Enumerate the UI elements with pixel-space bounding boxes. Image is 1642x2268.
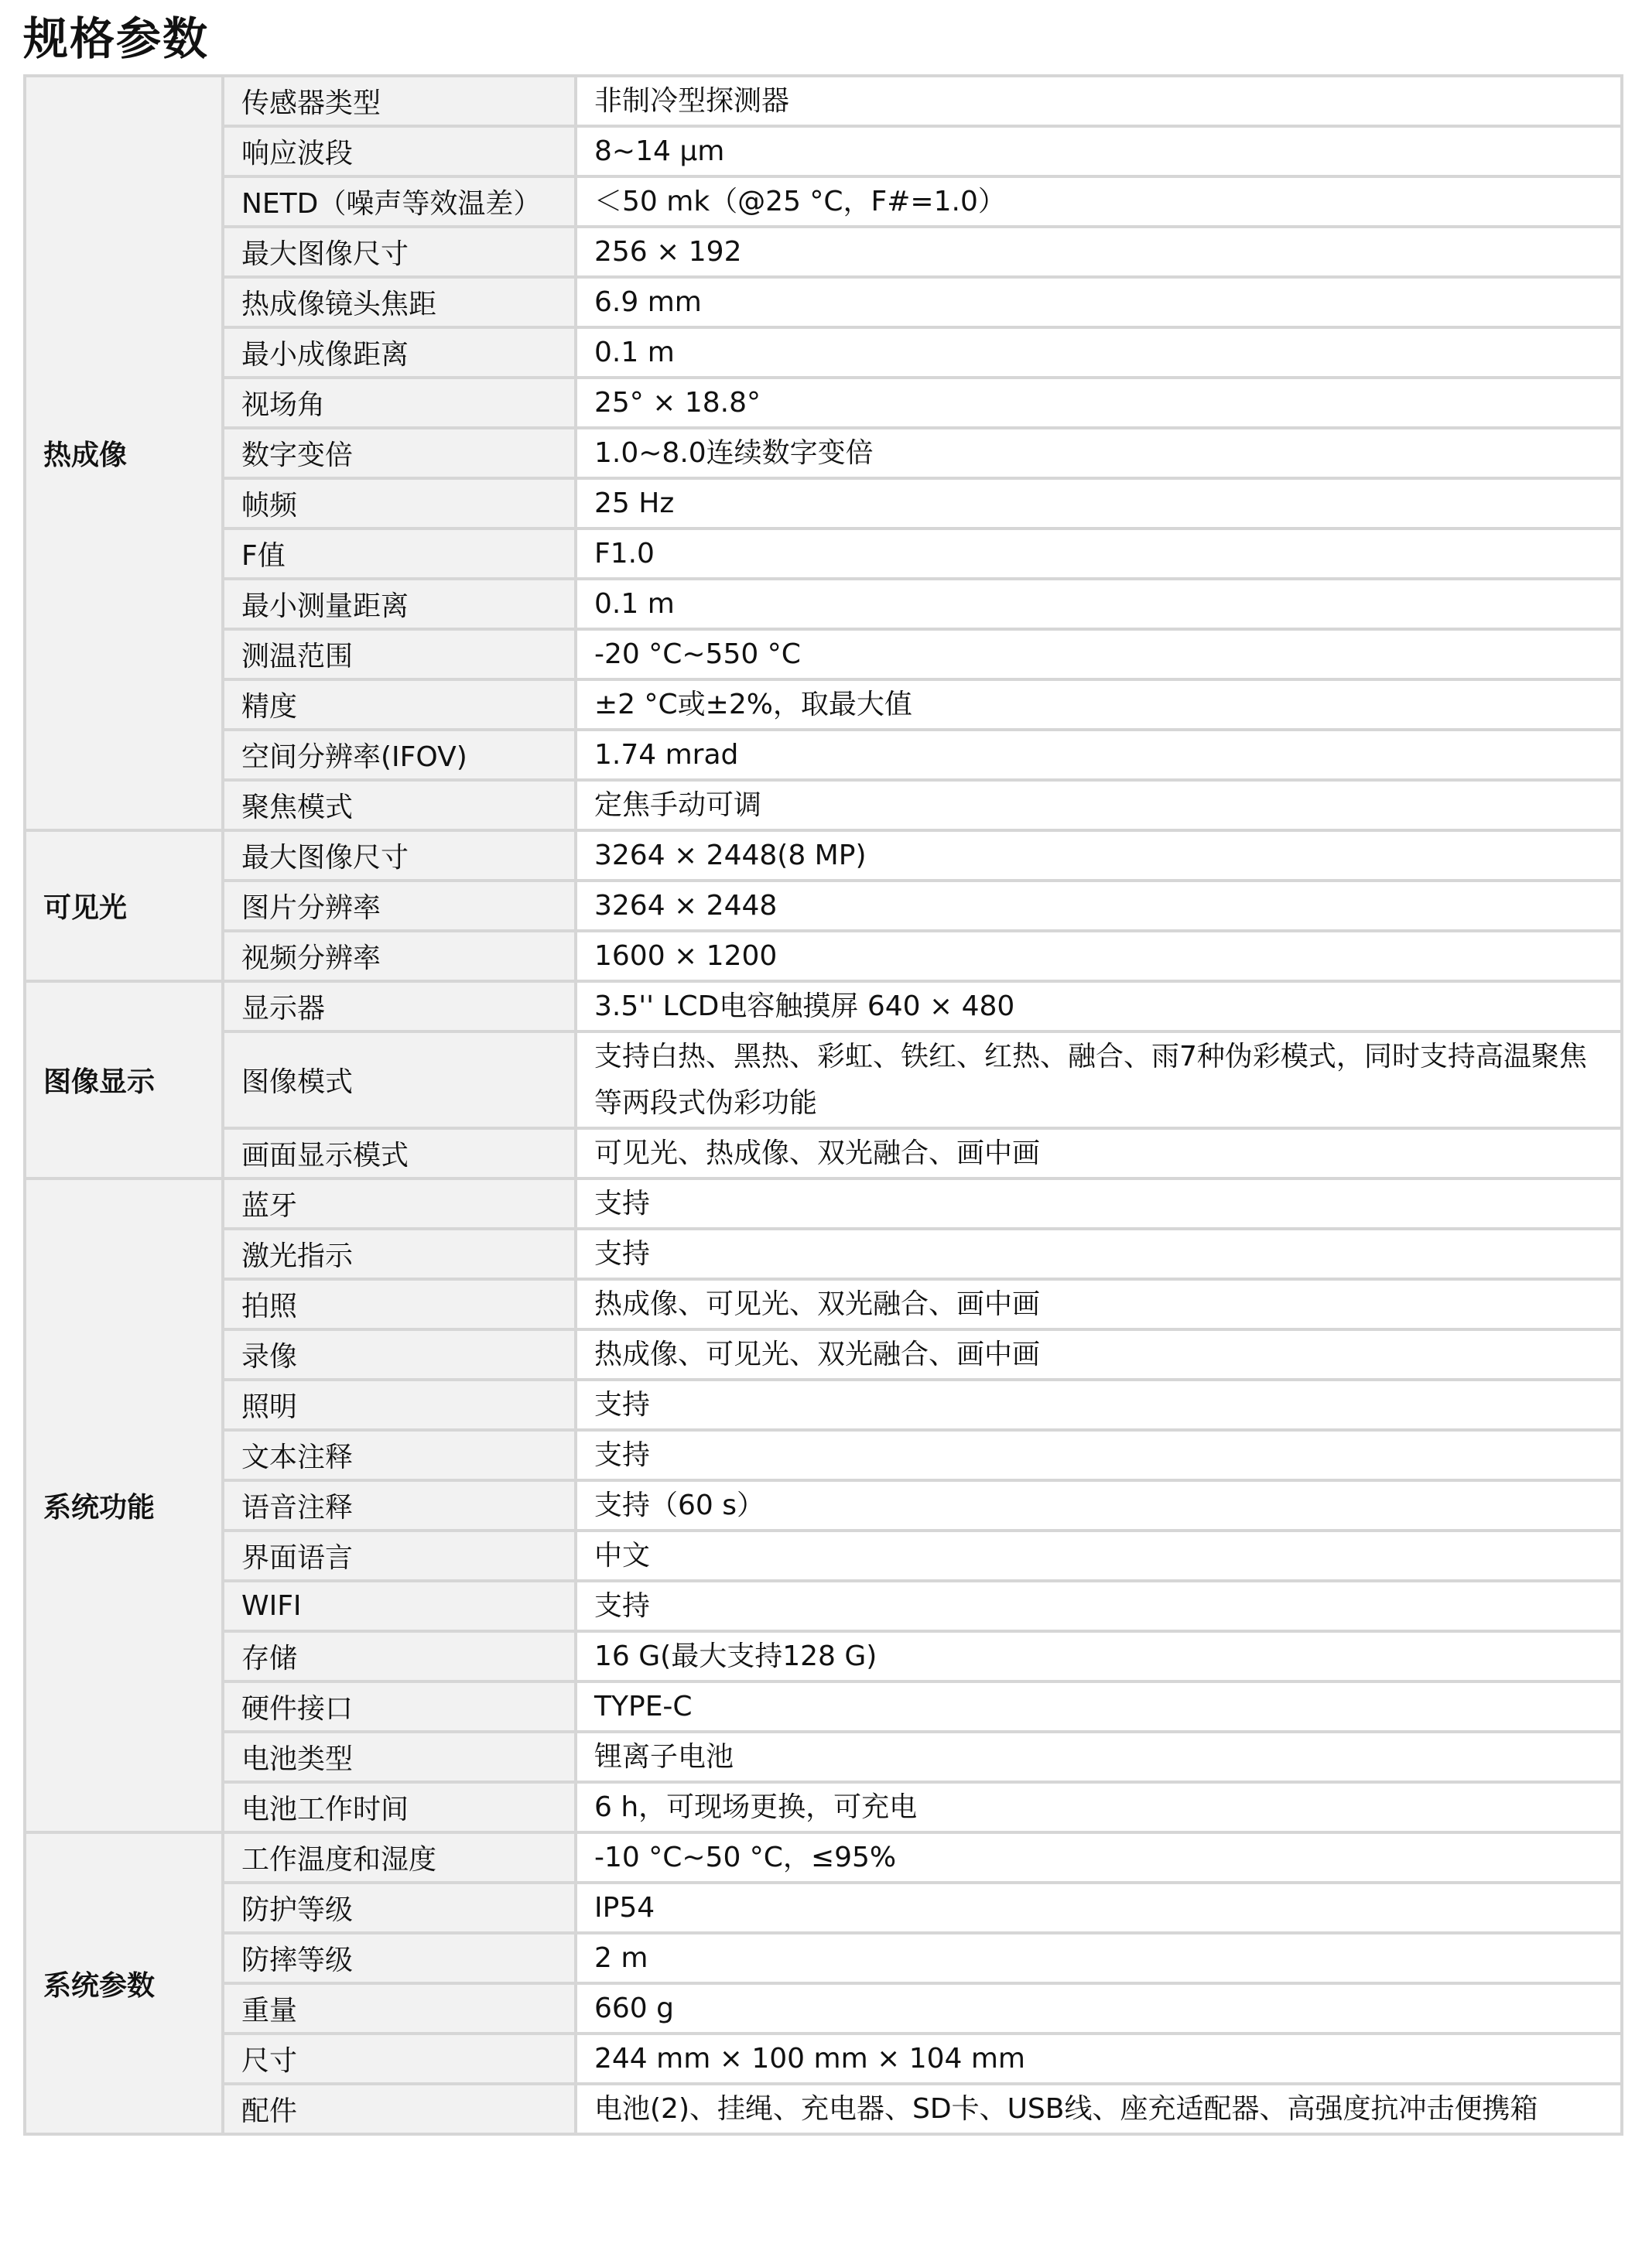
spec-row: [25, 378, 1622, 428]
spec-row: [25, 1178, 1622, 1229]
spec-key-cell: 图片分辨率: [223, 881, 576, 931]
spec-key-cell: 热成像镜头焦距: [223, 277, 576, 327]
spec-row: [25, 1933, 1622, 1983]
spec-row: [25, 1329, 1622, 1380]
spec-key-cell: 激光指示: [223, 1229, 576, 1279]
spec-row: [25, 1832, 1622, 1883]
spec-key-cell: 防摔等级: [223, 1933, 576, 1983]
spec-value-cell: 热成像、可见光、双光融合、画中画: [576, 1279, 1622, 1329]
spec-value-cell: -10 °C~50 °C，≤95%: [576, 1832, 1622, 1883]
spec-key-cell: 拍照: [223, 1279, 576, 1329]
spec-value-cell: 热成像、可见光、双光融合、画中画: [576, 1329, 1622, 1380]
spec-key-cell: 尺寸: [223, 2034, 576, 2084]
spec-value-cell: 非制冷型探测器: [576, 76, 1622, 126]
category-cell: 可见光: [25, 830, 223, 981]
spec-key-cell: 画面显示模式: [223, 1128, 576, 1178]
spec-key-cell: 重量: [223, 1983, 576, 2034]
spec-value-cell: TYPE-C: [576, 1681, 1622, 1732]
spec-key-cell: 精度: [223, 679, 576, 730]
spec-key-cell: 防护等级: [223, 1883, 576, 1933]
spec-key-cell: 数字变倍: [223, 428, 576, 478]
spec-key-cell: 硬件接口: [223, 1681, 576, 1732]
spec-key-cell: 蓝牙: [223, 1178, 576, 1229]
spec-value-cell: 支持: [576, 1581, 1622, 1631]
spec-row: [25, 830, 1622, 881]
spec-row: [25, 679, 1622, 730]
spec-key-cell: NETD（噪声等效温差）: [223, 176, 576, 227]
spec-row: [25, 579, 1622, 629]
spec-value-cell: 1600 × 1200: [576, 931, 1622, 981]
spec-key-cell: 显示器: [223, 981, 576, 1031]
spec-row: [25, 1732, 1622, 1782]
spec-row: [25, 1480, 1622, 1531]
spec-value-cell: 电池(2)、挂绳、充电器、SD卡、USB线、座充适配器、高强度抗冲击便携箱: [576, 2084, 1622, 2134]
spec-row: [25, 277, 1622, 327]
category-cell: 系统功能: [25, 1178, 223, 1832]
spec-table: [23, 74, 1623, 2136]
spec-value-cell: 支持（60 s）: [576, 1480, 1622, 1531]
spec-key-cell: 聚焦模式: [223, 780, 576, 830]
spec-key-cell: 录像: [223, 1329, 576, 1380]
spec-value-cell: 3264 × 2448: [576, 881, 1622, 931]
spec-row: [25, 1031, 1622, 1128]
spec-value-cell: 244 mm × 100 mm × 104 mm: [576, 2034, 1622, 2084]
spec-key-cell: F值: [223, 529, 576, 579]
spec-row: [25, 1631, 1622, 1681]
spec-key-cell: 工作温度和湿度: [223, 1832, 576, 1883]
spec-value-cell: 支持: [576, 1430, 1622, 1480]
spec-row: [25, 1229, 1622, 1279]
spec-key-cell: 帧频: [223, 478, 576, 529]
spec-value-cell: 25 Hz: [576, 478, 1622, 529]
spec-row: [25, 227, 1622, 277]
spec-row: [25, 1430, 1622, 1480]
spec-value-cell: -20 °C~550 °C: [576, 629, 1622, 679]
spec-value-cell: 0.1 m: [576, 327, 1622, 378]
spec-key-cell: 文本注释: [223, 1430, 576, 1480]
spec-key-cell: 最大图像尺寸: [223, 830, 576, 881]
spec-row: [25, 981, 1622, 1031]
spec-value-cell: 可见光、热成像、双光融合、画中画: [576, 1128, 1622, 1178]
spec-value-cell: 1.74 mrad: [576, 730, 1622, 780]
category-cell: 热成像: [25, 76, 223, 830]
spec-row: [25, 730, 1622, 780]
spec-row: [25, 1128, 1622, 1178]
spec-key-cell: 最小测量距离: [223, 579, 576, 629]
spec-key-cell: 电池工作时间: [223, 1782, 576, 1832]
spec-row: [25, 126, 1622, 176]
spec-value-cell: 支持: [576, 1380, 1622, 1430]
spec-key-cell: 界面语言: [223, 1531, 576, 1581]
spec-value-cell: 256 × 192: [576, 227, 1622, 277]
spec-value-cell: ＜50 mk（@25 °C，F#=1.0）: [576, 176, 1622, 227]
spec-key-cell: 语音注释: [223, 1480, 576, 1531]
spec-row: [25, 2034, 1622, 2084]
spec-row: [25, 1983, 1622, 2034]
spec-row: [25, 1581, 1622, 1631]
spec-row: [25, 1380, 1622, 1430]
spec-value-cell: 3264 × 2448(8 MP): [576, 830, 1622, 881]
spec-value-cell: 6 h，可现场更换，可充电: [576, 1782, 1622, 1832]
spec-key-cell: 视频分辨率: [223, 931, 576, 981]
spec-key-cell: 照明: [223, 1380, 576, 1430]
spec-row: [25, 2084, 1622, 2134]
spec-value-cell: 定焦手动可调: [576, 780, 1622, 830]
category-cell: 系统参数: [25, 1832, 223, 2134]
spec-value-cell: F1.0: [576, 529, 1622, 579]
spec-row: [25, 780, 1622, 830]
spec-value-cell: 2 m: [576, 1933, 1622, 1983]
spec-value-cell: 0.1 m: [576, 579, 1622, 629]
spec-value-cell: 中文: [576, 1531, 1622, 1581]
spec-value-cell: 支持: [576, 1178, 1622, 1229]
spec-value-cell: 支持: [576, 1229, 1622, 1279]
spec-key-cell: 最小成像距离: [223, 327, 576, 378]
spec-value-cell: 660 g: [576, 1983, 1622, 2034]
spec-row: [25, 1883, 1622, 1933]
page-title: 规格参数: [23, 12, 210, 65]
spec-key-cell: 图像模式: [223, 1031, 576, 1128]
spec-value-cell: 支持白热、黑热、彩虹、铁红、红热、融合、雨7种伪彩模式，同时支持高温聚焦等两段式伪彩功能: [576, 1031, 1622, 1128]
spec-key-cell: 传感器类型: [223, 76, 576, 126]
spec-row: [25, 1782, 1622, 1832]
spec-row: [25, 1531, 1622, 1581]
spec-value-cell: 6.9 mm: [576, 277, 1622, 327]
spec-row: [25, 629, 1622, 679]
spec-row: [25, 76, 1622, 126]
spec-key-cell: 最大图像尺寸: [223, 227, 576, 277]
spec-key-cell: 响应波段: [223, 126, 576, 176]
spec-row: [25, 327, 1622, 378]
spec-row: [25, 176, 1622, 227]
spec-key-cell: 存储: [223, 1631, 576, 1681]
spec-key-cell: 空间分辨率(IFOV): [223, 730, 576, 780]
spec-key-cell: 测温范围: [223, 629, 576, 679]
spec-value-cell: 25° × 18.8°: [576, 378, 1622, 428]
spec-row: [25, 529, 1622, 579]
spec-key-cell: 配件: [223, 2084, 576, 2134]
spec-row: [25, 428, 1622, 478]
category-cell: 图像显示: [25, 981, 223, 1178]
spec-row: [25, 931, 1622, 981]
spec-row: [25, 1681, 1622, 1732]
spec-value-cell: 1.0~8.0连续数字变倍: [576, 428, 1622, 478]
spec-value-cell: ±2 °C或±2%，取最大值: [576, 679, 1622, 730]
spec-value-cell: IP54: [576, 1883, 1622, 1933]
spec-key-cell: 电池类型: [223, 1732, 576, 1782]
spec-value-cell: 3.5'' LCD电容触摸屏 640 × 480: [576, 981, 1622, 1031]
spec-value-cell: 8~14 µm: [576, 126, 1622, 176]
spec-value-cell: 16 G(最大支持128 G): [576, 1631, 1622, 1681]
spec-row: [25, 1279, 1622, 1329]
spec-table-body: [25, 76, 1622, 2134]
spec-value-cell: 锂离子电池: [576, 1732, 1622, 1782]
spec-key-cell: 视场角: [223, 378, 576, 428]
spec-key-cell: WIFI: [223, 1581, 576, 1631]
spec-row: [25, 881, 1622, 931]
spec-row: [25, 478, 1622, 529]
